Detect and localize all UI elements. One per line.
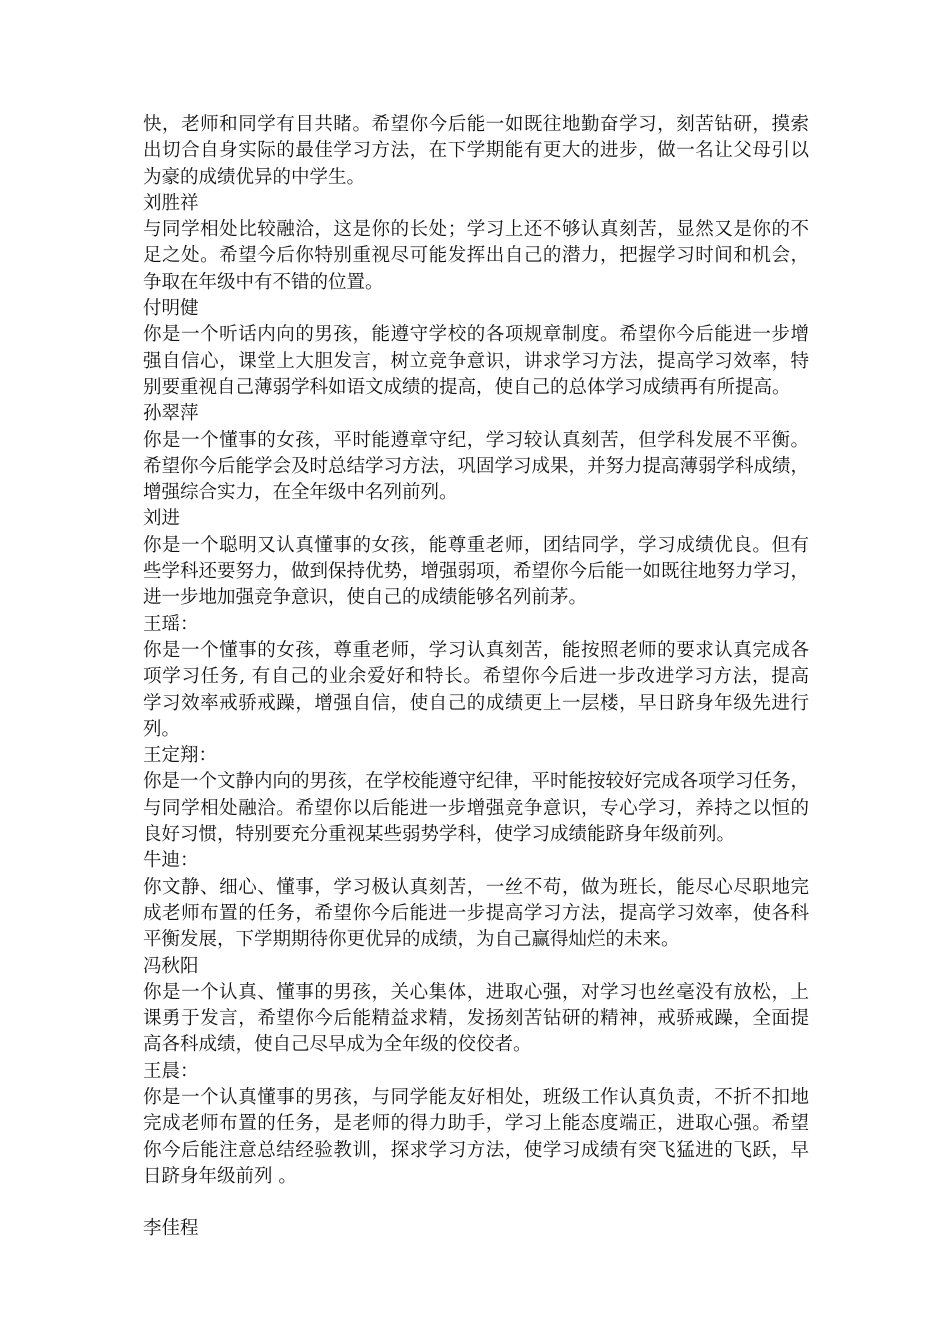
student-name: 刘胜祥 (143, 192, 199, 214)
comment-line: 争取在年级中有不错的位置。 (143, 271, 384, 293)
comment-line: 完成老师布置的任务，是老师的得力助手，学习上能态度端正，进取心强。希望 (143, 1113, 809, 1135)
student-name: 冯秋阳 (143, 955, 199, 977)
comment-line: 你是一个认真、懂事的男孩，关心集体，进取心强，对学习也丝毫没有放松，上 (143, 981, 809, 1003)
comment-line: 足之处。希望今后你特别重视尽可能发挥出自己的潜力，把握学习时间和机会， (143, 245, 809, 267)
student-name: 李佳程 (143, 1218, 199, 1240)
comment-line: 你是一个认真懂事的男孩，与同学能友好相处，班级工作认真负责，不折不扣地 (143, 1086, 809, 1108)
document-body (143, 112, 809, 1243)
comment-line: 良好习惯，特别要充分重视某些弱势学科，使学习成绩能跻身年级前列。 (143, 824, 736, 846)
comment-line: 日跻身年级前列 。 (143, 1165, 297, 1187)
comment-line: 课勇于发言，希望你今后能精益求精，发扬刻苦钻研的精神，戒骄戒躁，全面提 (143, 1008, 809, 1030)
comment-line: 出切合自身实际的最佳学习方法，在下学期能有更大的进步，做一名让父母引以 (143, 140, 809, 162)
comment-line: 希望你今后能学会及时总结学习方法，巩固学习成果，并努力提高薄弱学科成绩， (143, 455, 810, 477)
comment-line: 你是一个懂事的女孩，尊重老师，学习认真刻苦，能按照老师的要求认真完成各 (143, 639, 809, 661)
comment-line: 项学习任务, 有自己的业余爱好和特长。希望你今后进一步改进学习方法，提高 (143, 666, 809, 688)
comment-line: 高各科成绩，使自己尽早成为全年级的佼佼者。 (143, 1034, 532, 1056)
student-name: 王定翔： (143, 745, 218, 767)
comment-line: 快，老师和同学有目共睹。希望你今后能一如既往地勤奋学习，刻苦钻研，摸索 (143, 114, 809, 135)
student-name: 付明健 (143, 298, 199, 320)
comment-line: 别要重视自己薄弱学科如语文成绩的提高，使自己的总体学习成绩再有所提高。 (143, 376, 791, 398)
comment-line: 成老师布置的任务，希望你今后能进一步提高学习方法，提高学习效率，使各科 (143, 902, 809, 924)
comment-line: 为豪的成绩优异的中学生。 (143, 166, 366, 188)
comment-line: 增强综合实力，在全年级中名列前列。 (143, 482, 458, 504)
comment-line: 你文静、细心、懂事，学习极认真刻苦，一丝不苟，做为班长，能尽心尽职地完 (143, 876, 809, 898)
comment-line: 你今后能注意总结经验教训，探求学习方法，使学习成绩有突飞猛进的飞跃，早 (143, 1139, 809, 1161)
student-name: 王瑶： (143, 613, 199, 635)
student-name: 王晨： (143, 1060, 199, 1082)
comment-line: 进一步地加强竞争意识，使自己的成绩能够名列前茅。 (143, 587, 588, 609)
student-name: 牛迪： (143, 850, 199, 872)
comment-line: 你是一个聪明又认真懂事的女孩，能尊重老师，团结同学，学习成绩优良。但有 (143, 534, 809, 556)
comment-line: 平衡发展，下学期期待你更优异的成绩，为自己赢得灿烂的未来。 (143, 929, 680, 951)
comment-line: 与同学相处融洽。希望你以后能进一步增强竞争意识，专心学习，养持之以恒的 (143, 797, 809, 819)
comment-line: 列。 (143, 718, 181, 740)
comment-line: 强自信心，课堂上大胆发言，树立竞争意识，讲求学习方法，提高学习效率，特 (143, 350, 809, 372)
comment-line: 学习效率戒骄戒躁，增强自信，使自己的成绩更上一层楼，早日跻身年级先进行 (143, 692, 809, 714)
comment-line: 些学科还要努力，做到保持优势，增强弱项，希望你今后能一如既往地努力学习， (143, 561, 810, 583)
comment-line: 你是一个文静内向的男孩，在学校能遵守纪律，平时能按较好完成各项学习任务， (143, 771, 810, 793)
blank-line (143, 1190, 809, 1216)
comment-line: 你是一个听话内向的男孩，能遵守学校的各项规章制度。希望你今后能进一步增 (143, 324, 809, 346)
student-name: 孙翠萍 (143, 403, 199, 425)
student-name: 刘进 (143, 508, 181, 530)
comment-line: 你是一个懂事的女孩，平时能遵章守纪，学习较认真刻苦，但学科发展不平衡。 (143, 429, 809, 451)
comment-line: 与同学相处比较融洽，这是你的长处；学习上还不够认真刻苦，显然又是你的不 (143, 219, 809, 241)
